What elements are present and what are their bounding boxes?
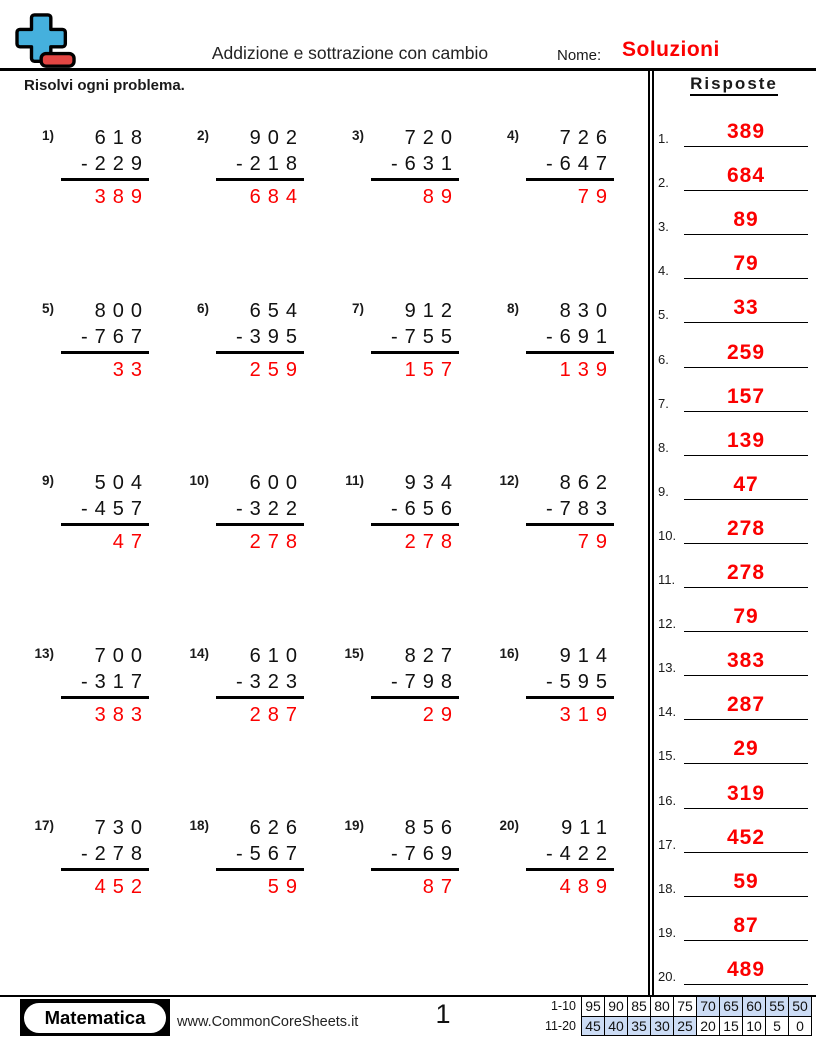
- problem-answer: 89: [422, 186, 459, 208]
- problem-number-label: 1): [41, 128, 54, 143]
- problem-number-label: 4): [506, 128, 519, 143]
- problem-subtrahend: -422: [526, 841, 614, 871]
- answer-number-label: 4.: [658, 263, 669, 279]
- problem-number-label: 8): [506, 300, 519, 316]
- grade-cell: 50: [789, 997, 812, 1017]
- grade-cell: 20: [697, 1016, 720, 1036]
- answer-value: 287: [726, 693, 766, 717]
- answer-line: [684, 915, 808, 941]
- problem-subtrahend: -395: [216, 324, 304, 354]
- answer-row: [658, 588, 808, 632]
- brand-badge-label: Matematica: [24, 1003, 166, 1033]
- problem-block: [28, 643, 183, 816]
- problem-block: [493, 298, 648, 471]
- answer-line: [684, 386, 808, 412]
- grade-cell: 85: [628, 997, 651, 1017]
- answer-line: [684, 827, 808, 853]
- answer-number-label: 5.: [658, 307, 669, 323]
- answer-line: [684, 871, 808, 897]
- grade-cell: 90: [605, 997, 628, 1017]
- name-value-solutions: Soluzioni: [622, 38, 720, 61]
- answer-row: [658, 897, 808, 941]
- problem-minuend: 911: [561, 817, 614, 839]
- problem-minuend: 600: [249, 472, 304, 494]
- grade-cell: 10: [743, 1016, 766, 1036]
- grade-cell: 40: [605, 1016, 628, 1036]
- problem-numbers: [61, 815, 149, 900]
- answer-row: [658, 456, 808, 500]
- answers-panel-title-text: Risposte: [690, 74, 778, 96]
- answer-line: [684, 959, 808, 985]
- answer-row: [658, 279, 808, 323]
- grade-cell: 95: [582, 997, 605, 1017]
- answer-number-label: 17.: [658, 836, 677, 852]
- answer-row: [658, 235, 808, 279]
- problem-numbers: [371, 125, 459, 210]
- problem-numbers: [216, 643, 304, 728]
- grade-cell: 15: [720, 1016, 743, 1036]
- problem-number-label: 3): [351, 128, 364, 143]
- problems-grid: [28, 125, 648, 988]
- answer-value: 319: [726, 781, 766, 805]
- answer-value: 59: [733, 869, 759, 893]
- answer-row: [658, 412, 808, 456]
- page-title: Addizione e sottrazione con cambio: [211, 43, 489, 63]
- answer-row: [658, 853, 808, 897]
- problem-subtrahend: -647: [526, 151, 614, 181]
- answer-row: [658, 632, 808, 676]
- problem-numbers: [216, 470, 304, 555]
- problem-minuend: 912: [404, 299, 459, 322]
- page-number: 1: [435, 999, 451, 1029]
- answer-line: [684, 253, 808, 279]
- problem-numbers: [526, 298, 614, 383]
- problem-number-label: 2): [196, 128, 209, 143]
- problem-block: [338, 643, 493, 816]
- answer-number-label: 13.: [658, 660, 677, 676]
- problem-number-label: 16): [499, 645, 519, 661]
- problem-subtrahend: -631: [371, 151, 459, 181]
- answer-line: [684, 783, 808, 809]
- problem-block: [183, 125, 338, 298]
- answer-line: [684, 297, 808, 323]
- problem-block: [28, 815, 183, 988]
- problem-answer: 259: [249, 358, 304, 381]
- problem-answer: 79: [577, 186, 614, 208]
- answer-row: [658, 500, 808, 544]
- answer-number-label: 12.: [658, 616, 677, 632]
- problem-subtrahend: -567: [216, 841, 304, 871]
- problem-answer: 278: [249, 531, 304, 553]
- problem-subtrahend: -218: [216, 151, 304, 181]
- problem-numbers: [216, 298, 304, 383]
- problem-number-label: 19): [344, 818, 364, 833]
- problem-block: [338, 125, 493, 298]
- problem-minuend: 654: [249, 299, 304, 322]
- problem-answer: 33: [112, 358, 149, 381]
- answer-number-label: 18.: [658, 880, 677, 896]
- problem-subtrahend: -323: [216, 669, 304, 699]
- problem-minuend: 800: [94, 299, 149, 322]
- problem-answer: 47: [112, 531, 149, 553]
- problem-block: [338, 470, 493, 643]
- problem-minuend: 626: [249, 817, 304, 839]
- website-text: www.CommonCoreSheets.it: [177, 1014, 359, 1030]
- answer-number-label: 9.: [658, 483, 669, 499]
- answer-number-label: 14.: [658, 704, 677, 720]
- problem-minuend: 720: [404, 127, 459, 149]
- grade-range-label: 11-20: [544, 1018, 576, 1033]
- answer-row: [658, 544, 808, 588]
- problem-answer: 79: [577, 531, 614, 553]
- problem-numbers: [371, 298, 459, 383]
- problem-answer: 59: [267, 876, 304, 898]
- answers-panel-title: [656, 74, 812, 94]
- answer-row: [658, 676, 808, 720]
- answer-number-label: 15.: [658, 748, 677, 764]
- answer-value: 157: [726, 384, 766, 408]
- problem-block: [183, 815, 338, 988]
- answer-value: 29: [733, 737, 759, 761]
- problem-minuend: 830: [559, 299, 614, 322]
- answer-row: [658, 191, 808, 235]
- grading-table-body: [544, 997, 812, 1036]
- problem-number-label: 7): [351, 300, 364, 316]
- answer-row: [658, 323, 808, 367]
- answer-value: 33: [733, 296, 759, 320]
- answer-line: [684, 121, 808, 147]
- answer-value: 278: [726, 561, 766, 585]
- problem-subtrahend: -755: [371, 324, 459, 354]
- problem-number-label: 20): [499, 818, 519, 833]
- answer-value: 684: [726, 164, 766, 188]
- grade-cell: 80: [651, 997, 674, 1017]
- problem-number-label: 18): [189, 818, 209, 833]
- problem-subtrahend: -798: [371, 669, 459, 699]
- problem-block: [338, 815, 493, 988]
- problem-minuend: 730: [94, 817, 149, 839]
- problem-subtrahend: -691: [526, 324, 614, 354]
- answer-value: 383: [726, 649, 766, 673]
- grade-range-label: 1-10: [550, 999, 576, 1014]
- problem-block: [28, 298, 183, 471]
- problem-answer: 383: [94, 703, 149, 726]
- answer-value: 87: [733, 913, 759, 937]
- problem-numbers: [61, 298, 149, 383]
- answer-number-label: 8.: [658, 439, 669, 455]
- header-rule: [0, 68, 816, 71]
- grading-table: [544, 996, 812, 1036]
- answer-value: 79: [733, 605, 759, 629]
- answer-value: 47: [733, 472, 759, 496]
- problem-numbers: [61, 470, 149, 555]
- answers-list: [658, 103, 808, 985]
- answer-number-label: 6.: [658, 351, 669, 367]
- problem-block: [183, 470, 338, 643]
- problem-number-label: 15): [344, 645, 364, 661]
- problem-block: [493, 125, 648, 298]
- plus-minus-logo-icon: [15, 12, 77, 75]
- problem-answer: 278: [404, 531, 459, 553]
- problem-minuend: 610: [249, 644, 304, 667]
- problem-block: [338, 298, 493, 471]
- answer-row: [658, 147, 808, 191]
- problem-numbers: [526, 470, 614, 555]
- answer-number-label: 10.: [658, 527, 677, 543]
- answer-row: [658, 809, 808, 853]
- grade-cell: 5: [766, 1016, 789, 1036]
- grade-cell: 45: [582, 1016, 605, 1036]
- answer-row: [658, 764, 808, 808]
- answer-value: 89: [733, 208, 759, 232]
- answer-line: [684, 738, 808, 764]
- problem-number-label: 14): [189, 645, 209, 661]
- problem-minuend: 618: [94, 127, 149, 149]
- problem-answer: 139: [559, 358, 614, 381]
- problem-numbers: [61, 125, 149, 210]
- problem-number-label: 9): [41, 473, 54, 488]
- answer-number-label: 3.: [658, 219, 669, 235]
- problem-minuend: 914: [559, 644, 614, 667]
- problem-numbers: [371, 815, 459, 900]
- answer-line: [684, 165, 808, 191]
- problem-subtrahend: -322: [216, 496, 304, 526]
- problem-number-label: 6): [196, 300, 209, 316]
- problem-minuend: 856: [404, 817, 459, 839]
- grade-cell: 35: [628, 1016, 651, 1036]
- grade-cell: 75: [674, 997, 697, 1017]
- problem-subtrahend: -767: [61, 324, 149, 354]
- answer-number-label: 19.: [658, 924, 677, 940]
- answer-line: [684, 562, 808, 588]
- answer-value: 452: [726, 825, 766, 849]
- problem-minuend: 862: [559, 472, 614, 494]
- name-label: Nome:: [557, 47, 602, 64]
- problem-subtrahend: -317: [61, 669, 149, 699]
- problem-minuend: 902: [249, 127, 304, 149]
- problem-numbers: [216, 125, 304, 210]
- instruction-text: Risolvi ogni problema.: [24, 77, 185, 94]
- problem-answer: 684: [249, 186, 304, 208]
- problem-answer: 87: [422, 876, 459, 898]
- problem-minuend: 827: [404, 644, 459, 667]
- answer-line: [684, 650, 808, 676]
- answer-row: [658, 103, 808, 147]
- answer-row: [658, 941, 808, 985]
- problem-block: [493, 643, 648, 816]
- problem-numbers: [526, 125, 614, 210]
- problem-block: [183, 298, 338, 471]
- answer-line: [684, 606, 808, 632]
- problem-numbers: [371, 470, 459, 555]
- problem-minuend: 934: [404, 472, 459, 494]
- problem-subtrahend: -457: [61, 496, 149, 526]
- grade-cell: 65: [720, 997, 743, 1017]
- problem-subtrahend: -783: [526, 496, 614, 526]
- answer-value: 79: [733, 252, 759, 276]
- answer-number-label: 1.: [658, 131, 669, 147]
- problem-block: [493, 470, 648, 643]
- grade-cell: 30: [651, 1016, 674, 1036]
- answer-value: 259: [726, 340, 766, 364]
- answer-row: [658, 720, 808, 764]
- problem-block: [28, 125, 183, 298]
- answer-value: 489: [726, 957, 766, 981]
- answer-line: [684, 209, 808, 235]
- grade-cell: 70: [697, 997, 720, 1017]
- answer-number-label: 7.: [658, 395, 669, 411]
- answer-line: [684, 342, 808, 368]
- problem-subtrahend: -595: [526, 669, 614, 699]
- answer-value: 389: [726, 120, 766, 144]
- answer-number-label: 16.: [658, 792, 677, 808]
- problem-number-label: 12): [499, 473, 519, 488]
- problem-number-label: 10): [189, 473, 209, 488]
- problem-block: [493, 815, 648, 988]
- answer-value: 139: [726, 428, 766, 452]
- problem-answer: 157: [404, 358, 459, 381]
- answer-value: 278: [726, 516, 766, 540]
- answer-line: [684, 518, 808, 544]
- problem-number-label: 17): [34, 818, 54, 833]
- problem-subtrahend: -229: [61, 151, 149, 181]
- problem-minuend: 700: [94, 644, 149, 667]
- answer-line: [684, 474, 808, 500]
- problem-answer: 319: [559, 703, 614, 726]
- brand-badge: [20, 999, 170, 1036]
- problem-numbers: [216, 815, 304, 900]
- problem-number-label: 11): [345, 473, 364, 488]
- grade-row: [544, 1016, 812, 1036]
- answer-line: [684, 694, 808, 720]
- problem-number-label: 5): [41, 300, 54, 316]
- grade-cell: 60: [743, 997, 766, 1017]
- problem-numbers: [526, 643, 614, 728]
- problem-subtrahend: -278: [61, 841, 149, 871]
- problem-numbers: [371, 643, 459, 728]
- grade-cell: 0: [789, 1016, 812, 1036]
- answer-number-label: 2.: [658, 175, 669, 191]
- problem-answer: 452: [94, 876, 149, 898]
- problem-subtrahend: -769: [371, 841, 459, 871]
- grade-cell: 55: [766, 997, 789, 1017]
- problem-minuend: 726: [559, 127, 614, 149]
- problem-subtrahend: -656: [371, 496, 459, 526]
- problem-numbers: [61, 643, 149, 728]
- answer-row: [658, 368, 808, 412]
- problem-minuend: 504: [94, 472, 149, 494]
- grade-cell: 25: [674, 1016, 697, 1036]
- vertical-divider: [648, 71, 654, 995]
- problem-block: [28, 470, 183, 643]
- problem-answer: 389: [94, 186, 149, 208]
- problem-answer: 489: [559, 876, 614, 898]
- problem-numbers: [526, 815, 614, 900]
- problem-answer: 29: [422, 703, 459, 726]
- answer-number-label: 11.: [658, 572, 676, 588]
- problem-number-label: 13): [34, 645, 54, 661]
- grade-row: [544, 997, 812, 1017]
- problem-answer: 287: [249, 703, 304, 726]
- answer-line: [684, 430, 808, 456]
- answer-number-label: 20.: [658, 968, 677, 984]
- problem-block: [183, 643, 338, 816]
